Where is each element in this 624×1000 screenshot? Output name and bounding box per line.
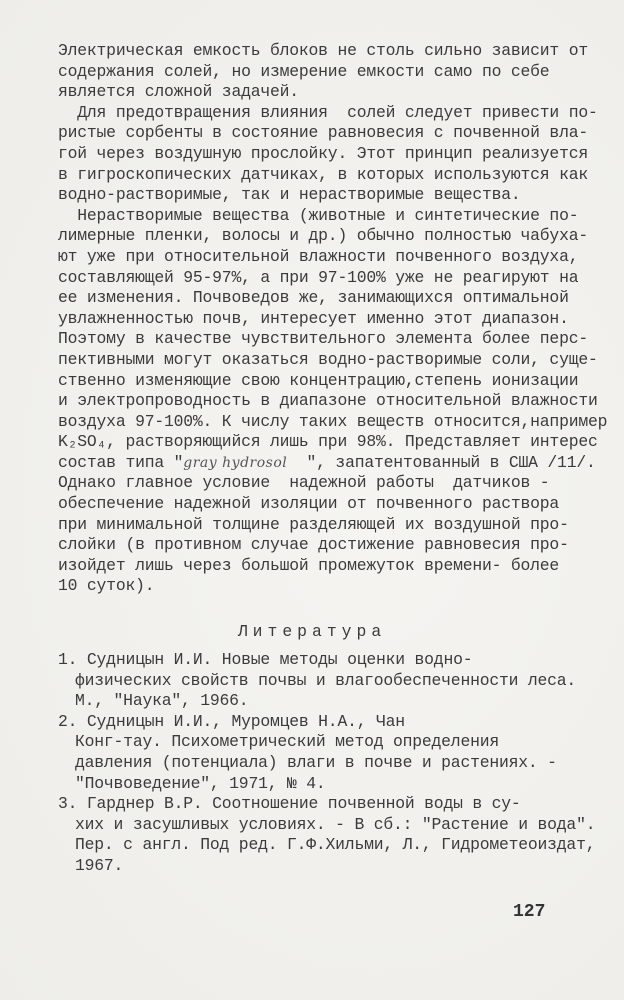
text-line: обеспечение надежной изоляции от почвенного раствора bbox=[58, 494, 560, 514]
text-line: увлажненностью почв, интересует именно этот диапазон. bbox=[58, 308, 569, 328]
text-line: ее изменения. Почвоведов же, занимающихся оптимальной bbox=[58, 288, 569, 308]
reference-line: М., "Наука", 1966. bbox=[75, 691, 249, 711]
reference-item bbox=[58, 794, 598, 876]
reference-line: физических свойств почвы и влагообеспеченности леса. bbox=[75, 670, 577, 690]
reference-line: Конг-тау. Психометрический метод определения bbox=[75, 732, 499, 752]
text-line bbox=[58, 453, 598, 474]
text-line: Однако главное условие надежной работы датчиков - bbox=[58, 473, 550, 493]
paragraph bbox=[58, 41, 598, 103]
text-line: Электрическая емкость блоков не столь сильно зависит от bbox=[58, 41, 588, 60]
text-line: ристые сорбенты в состояние равновесия с почвенной вла- bbox=[58, 123, 588, 143]
reference-line: "Почвоведение", 1971, № 4. bbox=[75, 773, 326, 793]
text-segment: ", запатентованный в США /11/. bbox=[287, 452, 596, 472]
reference-line: 3. Гарднер В.Р. Соотношение почвенной воды в су- bbox=[58, 794, 521, 814]
handwritten-insert: gray hydrosol bbox=[183, 454, 288, 471]
text-line: является сложной задачей. bbox=[58, 82, 299, 102]
text-line: содержания солей, но измерение емкости само по себе bbox=[58, 61, 550, 81]
text-line: составляющей 95-97%, а при 97-100% уже не реагируют на bbox=[58, 267, 579, 287]
text-line: K₂SO₄, растворяющийся лишь при 98%. Представляет интерес bbox=[58, 432, 598, 452]
paragraph bbox=[58, 103, 598, 206]
text-line: водно-растворимые, так и нерастворимые вещества. bbox=[58, 185, 521, 205]
text-line: Нерастворимые вещества (животные и синтетические по- bbox=[58, 205, 579, 225]
text-line: 10 суток). bbox=[58, 576, 155, 596]
text-line: в гигроскопических датчиках, в которых используются как bbox=[58, 164, 588, 184]
text-line: пективными могут оказаться водно-растворимые соли, суще- bbox=[58, 349, 598, 369]
text-line: гой через воздушную прослойку. Этот принцип реализуется bbox=[58, 143, 588, 163]
body-text bbox=[58, 41, 608, 597]
text-line: ют уже при относительной влажности почвенного воздуха, bbox=[58, 246, 579, 266]
text-line: лимерные пленки, волосы и др.) обычно полностью чабуха- bbox=[58, 226, 588, 246]
page-number: 127 bbox=[513, 902, 546, 922]
text-line: изойдет лишь через большой промежуток времени- более bbox=[58, 555, 560, 575]
references-heading: Литература bbox=[237, 622, 387, 641]
reference-line: давления (потенциала) влаги в почве и растениях. - bbox=[75, 752, 557, 772]
text-line: Поэтому в качестве чувствительного элемента более перс- bbox=[58, 329, 588, 349]
reference-line: 1967. bbox=[75, 855, 124, 875]
reference-line: 1. Судницын И.И. Новые методы оценки водно- bbox=[58, 650, 473, 669]
text-line: ственно изменяющие свою концентрацию,степень ионизации bbox=[58, 370, 579, 390]
text-segment: состав типа " bbox=[58, 452, 184, 472]
references-list bbox=[58, 650, 598, 877]
reference-line: хих и засушливых условиях. - В сб.: "Растение и вода". bbox=[75, 814, 596, 834]
reference-line: 2. Судницын И.И., Муромцев Н.А., Чан bbox=[58, 711, 405, 731]
reference-line: Пер. с англ. Под ред. Г.Ф.Хильми, Л., Гидрометеоиздат, bbox=[75, 835, 596, 855]
text-line: слойки (в противном случае достижение равновесия про- bbox=[58, 535, 569, 555]
text-line: воздуха 97-100%. К числу таких веществ относится,например bbox=[58, 411, 608, 431]
reference-item bbox=[58, 712, 598, 794]
text-line: и электропроводность в диапазоне относительной влажности bbox=[58, 391, 598, 411]
text-line: при минимальной толщине разделяющей их воздушной про- bbox=[58, 514, 569, 534]
paragraph bbox=[58, 205, 608, 597]
text-line: Для предотвращения влияния солей следует привести по- bbox=[58, 102, 598, 122]
reference-item bbox=[58, 650, 598, 712]
